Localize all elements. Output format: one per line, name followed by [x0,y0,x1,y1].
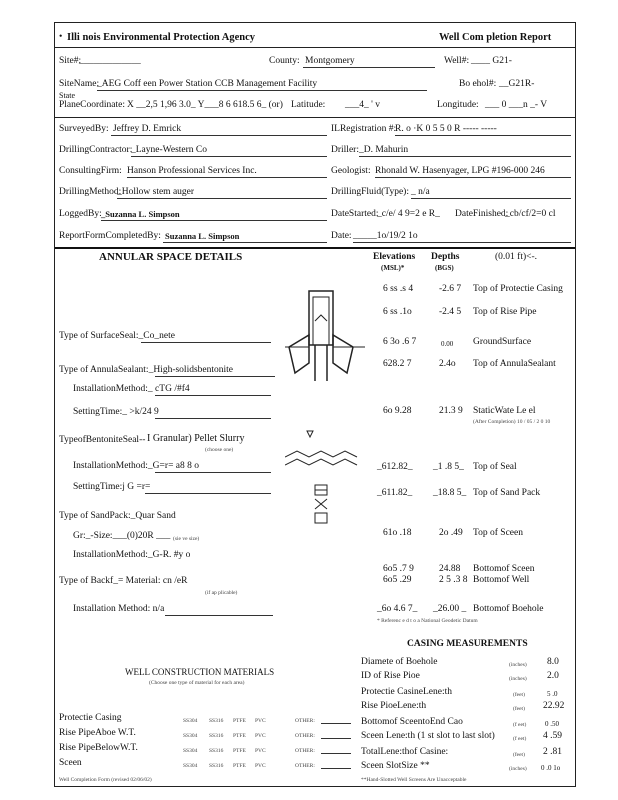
row-label: Bottomof Sceen [473,564,535,574]
material-option[interactable]: PTFE [233,748,246,754]
report-completed-label: ReportFormCompletedBy: [59,231,161,241]
well-value: ____ G21- [471,56,512,66]
footer-screen-note: **Hand-Slotted Well Screens Are Unacceptable [361,777,467,783]
depths-header: Depths [431,252,460,262]
sieve-size-note: (sie ve size) [173,536,200,542]
site-value: _____________ [79,56,141,66]
casing-unit: (feet) [513,706,525,712]
bentonite-seal-options: I Granular) Pellet Slurry [147,433,245,444]
annular-section-title: ANNULAR SPACE DETAILS [99,251,243,263]
geologist-value: Rhonald W. Hasenyager, LPG #196-000 246 [375,166,545,176]
row-label: Bottomof Boehole [473,604,544,614]
depth-value: 0.00 [441,340,454,348]
casing-label: Rise PioeLene:th [361,701,427,711]
casing-value: 0 .50 [545,720,559,728]
elevation-value: _6o 4.6 7_ [377,604,418,614]
materials-subtitle: (Choose one type of material for each area) [149,680,245,686]
casing-unit: (f eet) [513,722,527,728]
state-label: State [59,91,75,100]
setting-time-field: SettingTime:_ >k/24 9 [73,407,159,417]
casing-label: Bottomof SceentoEnd Cao [361,717,463,727]
drilling-contractor-label: DrillingContractor: [59,145,133,155]
drilling-method-value: _Hollow stem auger [117,187,195,197]
casing-value: 22.92 [543,701,565,711]
elevation-value: 6o5 .29 [383,575,412,585]
date-finished-label: DateFinished: [455,209,509,219]
material-option[interactable]: SS304 [183,718,198,724]
casing-value: 8.0 [547,657,559,667]
casing-unit: (inches) [509,662,527,668]
casing-value: 0 .0 1o [541,764,561,772]
casing-unit: (feet) [513,752,525,758]
materials-row-label: Rise PipeAboe W.T. [59,728,136,738]
choose-one-note: (choose one) [205,447,234,453]
elevations-header: Elevations [373,252,416,262]
bentonite-seal-label: TypeofBentoniteSeal-- [59,435,146,445]
driller-value: _D. Mahurin [359,145,409,155]
depth-value: _1 .8 5_ [433,462,464,472]
bullet-mark: • [59,32,63,42]
latitude-value: ___4_ ' v [345,100,380,110]
casing-measurements-title: CASING MEASUREMENTS [407,639,528,649]
il-registration-value: R. o ·K 0 5 5 0 R ----- ----- [395,124,497,134]
materials-row-label: Rise PipeBelowW.T. [59,743,138,753]
surveyed-by-value: Jeffrey D. Emrick [113,124,182,134]
row-label: Top of AnnulaSealant [473,359,556,369]
casing-unit: (f eet) [513,736,527,742]
borehole-value: __G21R- [499,79,535,89]
depths-subheader: (BGS) [435,264,454,272]
annular-sealant-field: Type of AnnulaSealant:_High-solidsbentonite [59,365,234,375]
borehole-label: Bo ehol#: [459,79,497,89]
logged-by-label: LoggedBy: [59,209,102,219]
material-option[interactable]: OTHER: [295,718,315,724]
elevation-value: 6o5 .7 9 [383,564,414,574]
latitude-label: Latitude: [291,100,326,110]
elevation-value: 6o 9.28 [383,406,412,416]
backfill-installation-method: Installation Method: n/a [73,604,165,614]
longitude-value: ___ 0 ___n _- V [485,100,548,110]
casing-value: 5 .0 [547,690,558,698]
material-option[interactable]: PVC [255,748,266,754]
drilling-fluid-value: _ n/a [411,187,430,197]
material-option[interactable]: SS304 [183,733,198,739]
precision-note: (0.01 ft)<-. [495,252,538,262]
casing-label: Diamete of Boehole [361,657,438,667]
materials-title: WELL CONSTRUCTION MATERIALS [125,667,275,677]
casing-label: Sceen SlotSize ** [361,761,430,771]
date-started-value: _c/e/ 4 9=2 e R_ [377,209,440,219]
well-completion-form [54,22,576,787]
geologist-label: Geologist: [331,166,371,176]
depth-value: 2 5 .3 8 [439,575,468,585]
depth-value: 2o .49 [439,528,463,538]
datum-note: * Referenc e d t o a National Geodetic Datum [377,618,478,624]
material-option[interactable]: PVC [255,733,266,739]
row-label: Top of Sand Pack [473,488,541,498]
material-option[interactable]: SS316 [209,733,224,739]
drilling-fluid-label: DrillingFluid(Type): [331,187,409,197]
il-registration-label: ILRegistration #: [331,124,397,134]
depth-value: 24.88 [439,564,461,574]
materials-row-label: Protectie Casing [59,713,122,723]
grain-size-field: Gr:_-Size:___(0)20R ___ [73,531,171,541]
surface-seal-field: Type of SurfaceSeal:_Co_nete [59,331,175,341]
casing-value: 4 .59 [543,731,562,741]
elevation-value: _611.82_ [377,488,413,498]
static-water-note: (After Completion) 10 / 05 / 2 0 10 [473,419,551,425]
elevation-value: 6 ss .s 4 [383,284,414,294]
driller-label: Driller: [331,145,359,155]
drilling-method-label: DrillingMethod: [59,187,122,197]
row-label: Top of Sceen [473,528,523,538]
report-completed-value: Suzanna L. Simpson [165,231,240,241]
elevation-value: 61o .18 [383,528,412,538]
row-label: StaticWate Le el [473,406,536,416]
county-label: County: [269,56,300,66]
well-label: Well#: [444,56,470,66]
county-value: Montgomery [305,56,355,66]
casing-value: 2 .81 [543,747,562,757]
longitude-label: Longitude: [437,100,479,110]
backfill-field: Type of Backf_= Material: cn /eR [59,576,188,586]
depth-value: 2.4o [439,359,456,369]
casing-label: Protectie CasineLene:th [361,687,453,697]
material-option[interactable]: PVC [255,718,266,724]
material-option[interactable]: SS316 [209,748,224,754]
date-started-label: DateStarted: [331,209,379,219]
casing-value: 2.0 [547,671,559,681]
sand-installation-method: InstallationMethod:_G-R. #y o [73,550,191,560]
date-finished-value: _cb/cf/2=0 cl [505,209,556,219]
site-name-label: SiteName: [59,79,100,89]
site-label: Site#: [59,56,82,66]
footer-form-note: Well Completion Form (revised 02/06/02) [59,777,152,783]
installation-method-field: InstallationMethod:_ cTG /#f4 [73,384,190,394]
casing-label: TotalLene:thof Casine: [361,747,449,757]
depth-value: 21.3 9 [439,406,463,416]
depth-value: _18.8 5_ [433,488,467,498]
elevation-value: 6 ss .1o [383,307,412,317]
material-option[interactable]: OTHER: [295,733,315,739]
material-option[interactable]: OTHER: [295,748,315,754]
drilling-contractor-value: _Layne-Western Co [131,145,207,155]
well-diagram [285,285,365,605]
depth-value: -2.6 7 [439,284,462,294]
sand-pack-field: Type of SandPack:_Quar Sand [59,511,176,521]
material-option[interactable]: PTFE [233,733,246,739]
consulting-firm-label: ConsultingFirm: [59,166,122,176]
material-option[interactable]: PVC [255,763,266,769]
row-label: GroundSurface [473,337,532,347]
row-label: Top of Rise Pipe [473,307,537,317]
form-title: Well Com pletion Report [439,32,552,43]
material-option[interactable]: OTHER: [295,763,315,769]
bentonite-setting-time: SettingTime:j G =r= [73,482,151,492]
row-label: Top of Protectie Casing [473,284,563,294]
divider [55,47,575,48]
row-label: Bottomof Well [473,575,530,585]
casing-label: Sceen Lene:th (1 st slot to last slot) [361,731,495,741]
agency-name: Illi nois Environmental Protection Agency [67,32,256,43]
depth-value: -2.4 5 [439,307,462,317]
material-option[interactable]: PTFE [233,763,246,769]
elevation-value: 6 3o .6 7 [383,337,417,347]
casing-label: ID of Rise Pioe [361,671,420,681]
plane-coordinate-value: X __2,5 1,96 3.0_ Y___8 6 618.5 6_ (or) [127,100,283,110]
plane-coordinate-label: PlaneCoordinate: [59,100,125,110]
casing-unit: (inches) [509,766,527,772]
site-name-value: _AEG Coff een Power Station CCB Management Facility [97,79,318,89]
casing-unit: (feet) [513,692,525,698]
logged-by-value: _Suzanna L. Simpson [101,209,180,219]
bentonite-installation-method: InstallationMethod:_G=r= a8 8 o [73,461,200,471]
consulting-firm-value: Hanson Professional Services Inc. [127,166,257,176]
backfill-applicable-note: (if ap plicable) [205,590,238,596]
date-label: Date: [331,231,352,241]
elevation-value: 628.2 7 [383,359,412,369]
material-option[interactable]: SS316 [209,718,224,724]
material-option[interactable]: PTFE [233,718,246,724]
material-option[interactable]: SS304 [183,763,198,769]
depth-value: _26.00 _ [433,604,467,614]
material-option[interactable]: SS304 [183,748,198,754]
date-value: _____1o/19/2 1o [353,231,418,241]
elevations-subheader: (MSL)* [381,264,405,272]
casing-unit: (inches) [509,676,527,682]
materials-row-label: Sceen [59,758,82,768]
surveyed-by-label: SurveyedBy: [59,124,109,134]
material-option[interactable]: SS316 [209,763,224,769]
elevation-value: _612.82_ [377,462,413,472]
row-label: Top of Seal [473,462,517,472]
